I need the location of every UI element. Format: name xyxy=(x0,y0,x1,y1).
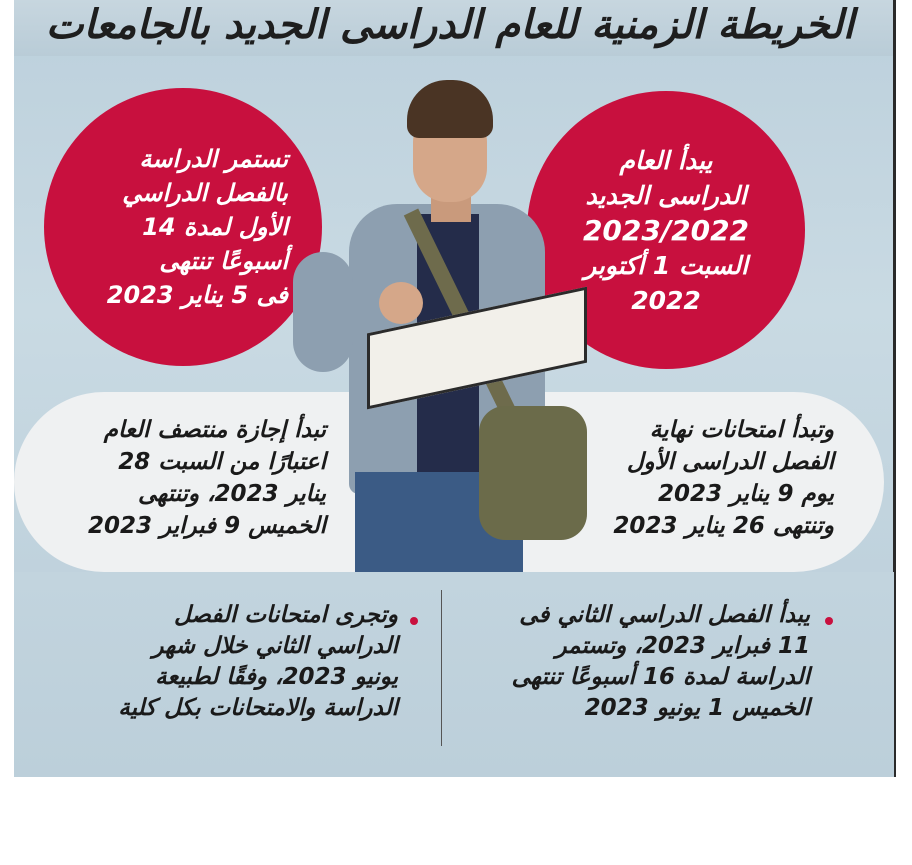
text-line: الدراسة والامتحانات بكل كلية xyxy=(118,695,398,721)
text-line: الخميس 1 يونيو 2023 xyxy=(584,695,810,721)
circle-line: بالفصل الدراسي xyxy=(122,179,288,207)
text-line: يونيو 2023، وفقًا لطبيعة xyxy=(155,664,398,690)
circle-line: السبت 1 أكتوبر xyxy=(584,250,748,280)
midyear-holiday-text xyxy=(58,414,326,542)
circle-first-term xyxy=(44,88,322,366)
circle-line: الدراسى الجديد xyxy=(585,180,747,210)
second-term-exams-text xyxy=(80,600,398,724)
text-line: اعتبارًا من السبت 28 xyxy=(118,449,326,475)
bullet-dot-icon xyxy=(410,617,418,625)
column-divider xyxy=(441,590,442,746)
text-line: الفصل الدراسى الأول xyxy=(626,449,834,475)
title-band xyxy=(14,0,894,56)
text-line: وتبدأ امتحانات نهاية xyxy=(649,417,834,443)
circle-year-start-text xyxy=(561,143,771,318)
text-line: وتنتهى 26 يناير 2023 xyxy=(613,513,834,539)
circle-line: تستمر الدراسة xyxy=(139,145,288,173)
circle-first-term-text xyxy=(78,142,288,312)
shoulder-bag xyxy=(479,406,587,540)
text-line: الخميس 9 فبراير 2023 xyxy=(88,513,326,539)
circle-line: 2023/2022 xyxy=(582,213,750,247)
text-line: يبدأ الفصل الدراسي الثاني فى xyxy=(519,602,810,628)
student-arm xyxy=(293,252,353,372)
page-title: الخريطة الزمنية للعام الدراسى الجديد بالجامعات xyxy=(45,2,854,48)
text-line: الدراسة لمدة 16 أسبوعًا تنتهى xyxy=(511,664,810,690)
text-line: يوم 9 يناير 2023 xyxy=(657,481,834,507)
circle-line: الأول لمدة 14 xyxy=(142,213,288,241)
student-illustration xyxy=(283,72,583,572)
student-hair xyxy=(407,80,493,138)
text-line: وتجرى امتحانات الفصل xyxy=(173,602,398,628)
first-term-exams-text xyxy=(594,414,834,542)
circle-line: أسبوعًا تنتهى xyxy=(159,247,288,275)
student-hand xyxy=(379,282,423,324)
second-term-start-text xyxy=(484,600,810,724)
text-line: تبدأ إجازة منتصف العام xyxy=(103,417,326,443)
text-line: الدراسي الثاني خلال شهر xyxy=(152,633,398,659)
circle-line: يبدأ العام xyxy=(619,145,713,175)
circle-line: فى 5 يناير 2023 xyxy=(106,281,288,309)
bullet-dot-icon xyxy=(825,617,833,625)
text-line: 11 فبراير 2023، وتستمر xyxy=(555,633,810,659)
text-line: يناير 2023، وتنتهى xyxy=(137,481,326,507)
circle-line: 2022 xyxy=(631,285,701,315)
